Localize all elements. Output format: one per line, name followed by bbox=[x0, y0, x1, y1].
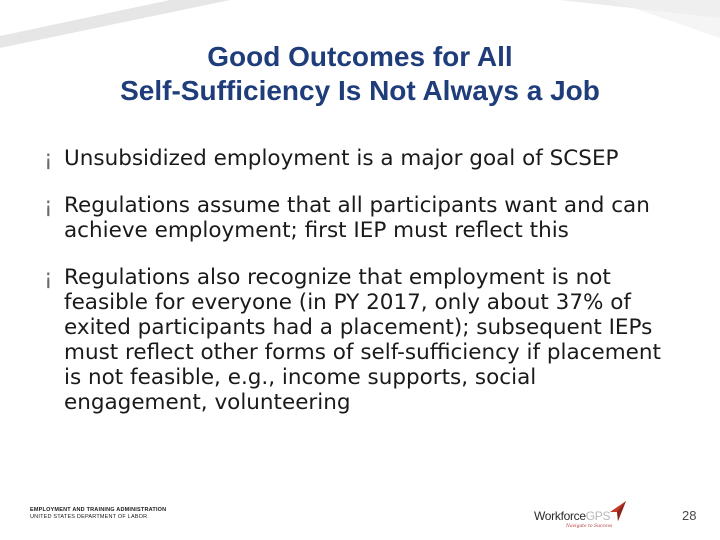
bullet-item bbox=[44, 193, 674, 243]
bullet-text: Regulations also recognize that employment is not feasible for everyone (in PY 2017, only about 37% of exited participants had a placement); subsequent IEPs must reflect other forms of self-sufficiency if placement is not feasible, e.g., income supports, social engagement, volunteering bbox=[64, 265, 661, 415]
logo-tagline: Navigate to Success bbox=[566, 524, 613, 529]
agency-logo bbox=[30, 507, 166, 521]
bullet-text: Unsubsidized employment is a major goal of SCSEP bbox=[64, 146, 619, 171]
slide-title-line-1: Good Outcomes for All bbox=[207, 41, 513, 72]
slide-title bbox=[0, 40, 720, 108]
bullet-item bbox=[44, 265, 674, 415]
bullet-marker-icon: ¡ bbox=[44, 265, 53, 290]
workforce-gps-wordmark bbox=[534, 509, 610, 523]
bullet-item bbox=[44, 146, 674, 171]
bullet-list bbox=[44, 146, 674, 437]
logo-suffix: GPS bbox=[585, 509, 611, 523]
workforce-gps-logo bbox=[534, 498, 644, 532]
agency-name: EMPLOYMENT AND TRAINING ADMINISTRATION bbox=[30, 507, 167, 513]
bullet-marker-icon: ¡ bbox=[44, 193, 53, 218]
logo-word: Workforce bbox=[534, 509, 586, 523]
bullet-text: Regulations assume that all participants want and can achieve employment; first IEP must reflect this bbox=[64, 193, 650, 243]
page-number: 28 bbox=[682, 508, 697, 523]
slide-title-line-2: Self-Sufficiency Is Not Always a Job bbox=[120, 75, 600, 106]
department-name: UNITED STATES DEPARTMENT OF LABOR bbox=[30, 514, 148, 520]
bullet-marker-icon: ¡ bbox=[44, 146, 53, 171]
navigation-arrow-icon bbox=[608, 500, 628, 522]
